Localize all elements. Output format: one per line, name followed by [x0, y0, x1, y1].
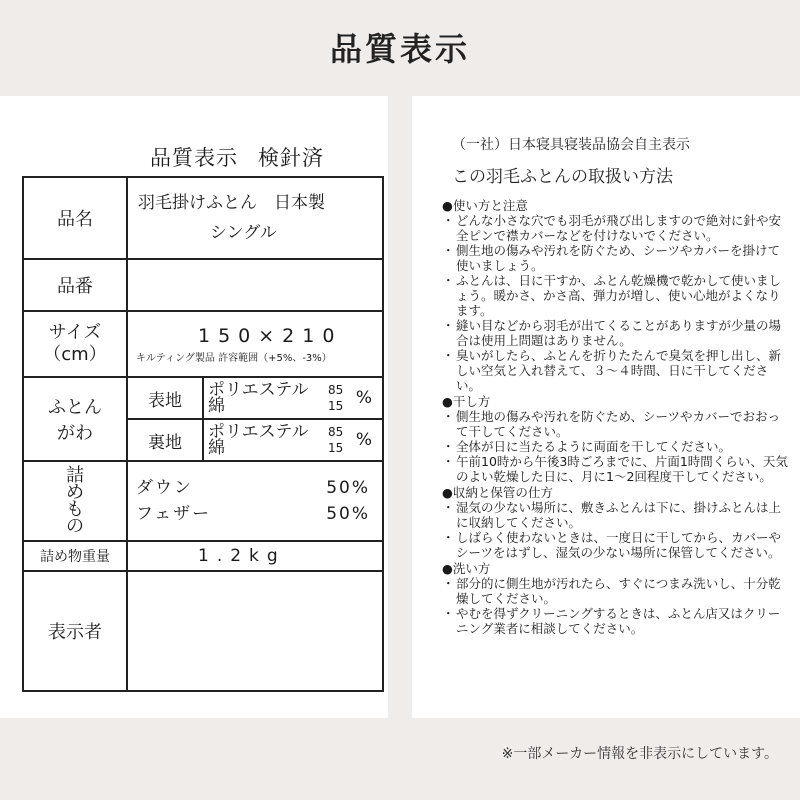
row-product-name — [23, 177, 383, 259]
care-item: ・ ふとんは、日に干すか、ふとん乾燥機で乾かして使いましょう。暖かさ、かさ高、弾力が増し、使い心地がよくなります。 — [442, 273, 788, 318]
outer-fabric-type: 表地 — [127, 377, 203, 419]
care-label-panel — [412, 96, 800, 718]
row-filling — [23, 461, 383, 541]
product-number-label: 品番 — [23, 259, 127, 311]
association-line: （一社）日本寝具寝装品協会自主表示 — [452, 137, 690, 153]
size-label — [23, 311, 127, 377]
down-value: 50% — [326, 478, 370, 498]
section-heading: ●洗い方 — [442, 561, 491, 576]
row-size — [23, 311, 383, 377]
product-name-value — [127, 177, 383, 259]
filling-label-char1: 詰 — [66, 465, 84, 486]
inner-pct-2: 15 — [328, 441, 344, 455]
care-item: ・ 臭いがしたら、ふとんを折りたたんで臭気を押し出し、新しい空気と入れ替えて、３～４時間、日に干してください。 — [442, 348, 788, 393]
product-name-line2: シングル — [210, 223, 277, 243]
section-usage — [442, 198, 788, 393]
size-value-cell — [127, 311, 383, 377]
feather-label: フェザー — [136, 504, 212, 524]
filling-weight-value: 1.2kg — [127, 541, 383, 571]
care-item: ・ 縫い目などから羽毛が出てくることがありますが少量の場合は使用上問題はありません。 — [442, 318, 788, 348]
spec-table — [22, 176, 384, 692]
fabric-label — [23, 377, 127, 461]
section-heading: ●収納と保管の仕方 — [442, 485, 553, 500]
care-item: ・ 湿気の少ない場所に、敷きふとんは下に、掛けふとんは上に収納してください。 — [442, 500, 788, 530]
inner-pct-1: 85 — [328, 425, 344, 439]
section-heading: ●干し方 — [442, 394, 491, 409]
outer-pct-unit: % — [355, 388, 372, 408]
size-label-line2: （cm） — [43, 344, 107, 365]
filling-label — [23, 461, 127, 541]
product-name-line1: 羽毛掛けふとん 日本製 — [138, 193, 325, 213]
down-label: ダウン — [136, 478, 193, 498]
row-labeler — [23, 571, 383, 691]
filling-weight-label: 詰め物重量 — [23, 541, 127, 571]
care-item: ・ 午前10時から午後3時ごろまでに、片面1時間くらい、天気のよい乾燥した日に、月に1～2回程度干してください。 — [442, 454, 788, 484]
page-title: 品質表示 — [329, 30, 470, 68]
inner-pct-unit: % — [355, 430, 372, 450]
fabric-label-line2: がわ — [57, 423, 93, 444]
product-number-value — [127, 259, 383, 311]
filling-label-char3: も — [66, 499, 84, 520]
row-fabric-outer — [23, 377, 383, 419]
label-heading — [150, 142, 324, 172]
care-item: ・ やむを得ずクリーニングするときは、ふとん店又はクリーニング業者に相談してください。 — [442, 606, 788, 636]
filling-feather-row — [136, 501, 382, 527]
care-item: ・ どんな小さな穴でも羽毛が飛び出しますので絶対に針や安全ピンで襟カバーなどを付けないでください。 — [442, 213, 788, 243]
outer-fabric-composition — [203, 377, 383, 419]
filling-down-row — [136, 475, 382, 501]
section-storage — [442, 485, 788, 560]
section-washing — [442, 561, 788, 636]
outer-material-2: 綿 — [208, 396, 225, 416]
inner-material-2: 綿 — [208, 438, 225, 458]
inner-percentages — [328, 424, 343, 456]
labeler-label: 表示者 — [23, 571, 127, 691]
feather-value: 50% — [326, 504, 370, 524]
quality-label-panel — [0, 96, 388, 718]
label-heading-text: 品質表示 — [150, 146, 238, 170]
care-item: ・ 部分的に側生地が汚れたら、すぐにつまみ洗いし、十分乾燥してください。 — [442, 576, 788, 606]
inner-fabric-type: 裏地 — [127, 419, 203, 461]
filling-label-char4: の — [66, 516, 84, 537]
section-heading: ●使い方と注意 — [442, 198, 528, 213]
care-title: この羽毛ふとんの取扱い方法 — [452, 167, 673, 187]
care-sections — [442, 198, 788, 637]
care-item: ・ 側生地の傷みや汚れを防ぐため、シーツやカバーを掛けて使いましょう。 — [442, 243, 788, 273]
labeler-value — [127, 571, 383, 691]
outer-percentages — [328, 382, 343, 414]
size-note: キルティング製品 許容範囲（+5%、-3%） — [136, 352, 332, 364]
inner-fabric-composition — [203, 419, 383, 461]
inspected-text: 検針済 — [258, 146, 324, 170]
section-drying — [442, 394, 788, 484]
footnote: ※一部メーカー情報を非表示にしています。 — [501, 746, 778, 762]
fabric-label-line1: ふとん — [48, 397, 102, 418]
inner-material-1: ポリエステル — [208, 422, 309, 442]
product-name-label: 品名 — [23, 177, 127, 259]
outer-pct-1: 85 — [328, 383, 344, 397]
outer-material-1: ポリエステル — [208, 380, 309, 400]
size-label-line1: サイズ — [48, 322, 102, 343]
care-item: ・ しばらく使わないときは、一度日に干してから、カバーやシーツをはずし、湿気の少ない場所に保管してください。 — [442, 530, 788, 560]
size-value: 150×210 — [198, 324, 343, 347]
row-filling-weight — [23, 541, 383, 571]
care-item: ・ 全体が日に当たるように両面を干してください。 — [442, 439, 788, 454]
outer-pct-2: 15 — [328, 399, 344, 413]
filling-label-char2: め — [66, 482, 84, 503]
row-product-number — [23, 259, 383, 311]
care-item: ・ 側生地の傷みや汚れを防ぐため、シーツやカバーでおおって干してください。 — [442, 409, 788, 439]
filling-value — [127, 461, 383, 541]
